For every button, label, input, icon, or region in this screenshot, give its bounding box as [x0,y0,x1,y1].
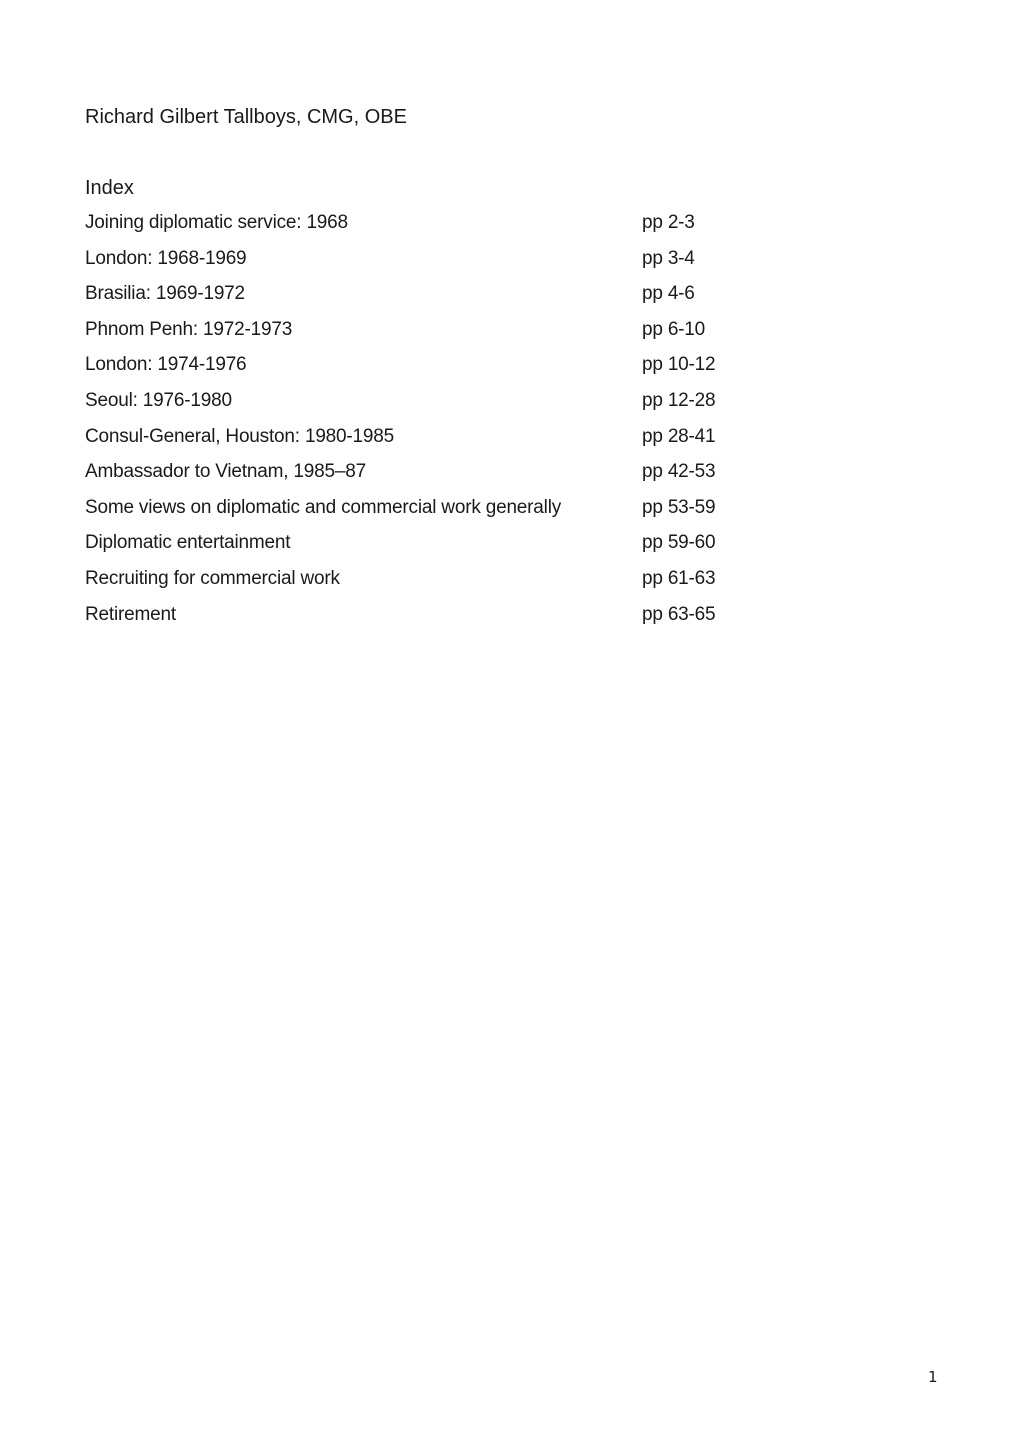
index-entry [85,281,785,317]
index-entry-pages: pp 4-6 [642,283,695,305]
index-entry [85,388,785,424]
index-list [85,210,785,637]
index-entry-label: London: 1968-1969 [85,247,247,269]
index-entry-label: Diplomatic entertainment [85,532,291,554]
index-entry [85,210,785,246]
index-entry-label: Phnom Penh: 1972-1973 [85,318,293,340]
index-entry-label: Brasilia: 1969-1972 [85,283,245,305]
index-entry-pages: pp 53-59 [642,496,716,518]
document-title: Richard Gilbert Tallboys, CMG, OBE [85,106,407,128]
index-entry-pages: pp 2-3 [642,212,695,233]
index-entry [85,352,785,388]
index-entry-pages: pp 42-53 [642,461,716,483]
index-entry-pages: pp 6-10 [642,318,706,340]
index-entry-label: Some views on diplomatic and commercial work generally [85,496,562,518]
index-entry [85,566,785,602]
index-entry-label: Retirement [85,603,176,625]
index-entry-label: London: 1974-1976 [85,354,247,376]
index-entry-label: Consul-General, Houston: 1980-1985 [85,425,395,447]
index-entry [85,246,785,282]
index-entry-pages: pp 63-65 [642,603,716,625]
index-entry-label: Seoul: 1976-1980 [85,389,232,411]
page-number: 1 [928,1368,938,1386]
index-entry-pages: pp 28-41 [642,425,716,447]
index-entry-label: Recruiting for commercial work [85,567,340,589]
index-entry [85,317,785,353]
index-entry [85,530,785,566]
index-entry-pages: pp 12-28 [642,389,716,411]
index-entry-pages: pp 59-60 [642,532,716,554]
index-entry-label: Joining diplomatic service: 1968 [85,212,348,233]
index-entry-pages: pp 10-12 [642,354,716,376]
index-entry-pages: pp 61-63 [642,567,716,589]
index-entry [85,424,785,460]
index-entry [85,459,785,495]
index-entry [85,602,785,638]
index-entry-label: Ambassador to Vietnam, 1985–87 [85,461,366,483]
index-entry [85,495,785,531]
index-entry-pages: pp 3-4 [642,247,695,269]
index-heading: Index [85,177,134,199]
